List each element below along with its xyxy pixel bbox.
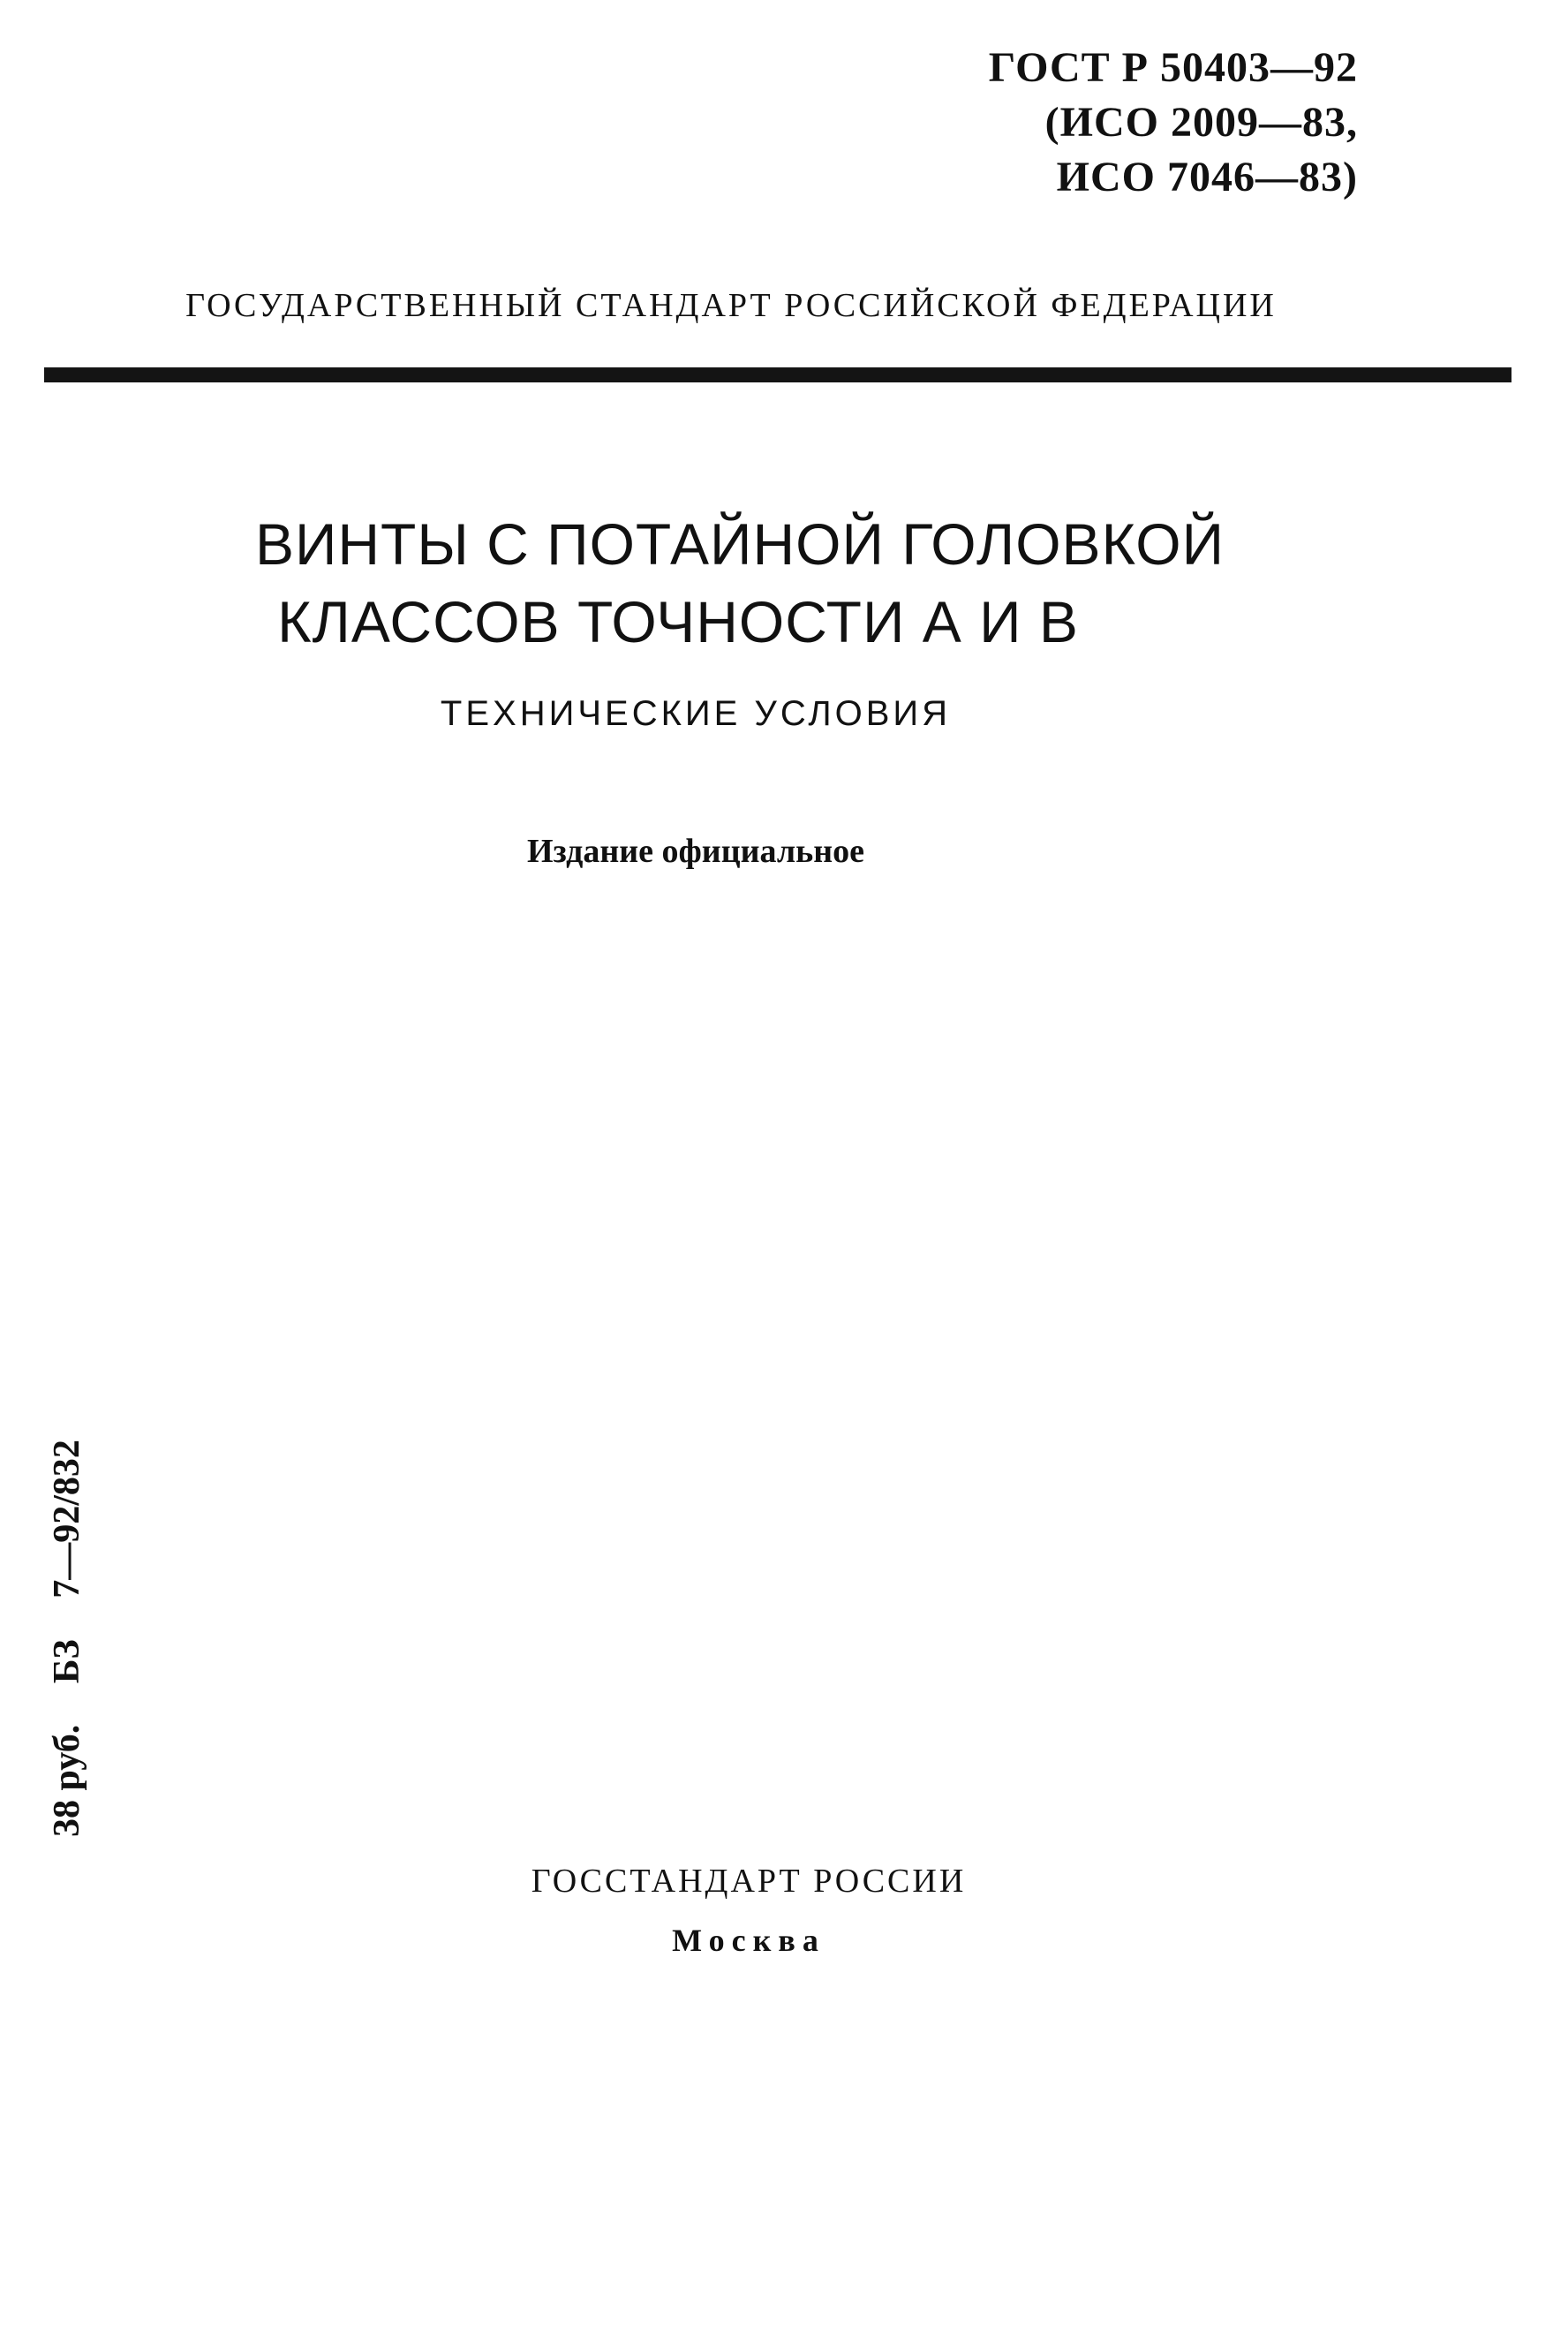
title-line-1: ВИНТЫ С ПОТАЙНОЙ ГОЛОВКОЙ: [254, 511, 1225, 577]
publisher-name: ГОССТАНДАРТ РОССИИ: [531, 1863, 967, 1900]
side-price-stamp: [42, 1254, 92, 1837]
document-title: [0, 505, 1568, 661]
publication-city: Москва: [672, 1923, 825, 1958]
price-label: 38 руб.: [47, 1724, 87, 1837]
standard-designation: [989, 41, 1358, 205]
catalog-number: 7—92/832: [47, 1440, 87, 1599]
document-subtitle: ТЕХНИЧЕСКИЕ УСЛОВИЯ: [440, 694, 952, 733]
iso-reference-line-1: (ИСО 2009—83,: [1044, 99, 1358, 146]
iso-reference-line-2: ИСО 7046—83): [1056, 154, 1358, 200]
horizontal-rule: [44, 367, 1511, 382]
catalog-code: БЗ: [47, 1639, 87, 1684]
edition-note: Издание официальное: [526, 833, 864, 870]
standard-number: ГОСТ Р 50403—92: [988, 44, 1358, 91]
agency-heading: ГОСУДАРСТВЕННЫЙ СТАНДАРТ РОССИЙСКОЙ ФЕДЕРАЦИИ: [185, 287, 1277, 324]
title-line-2: КЛАССОВ ТОЧНОСТИ А И В: [277, 589, 1079, 654]
